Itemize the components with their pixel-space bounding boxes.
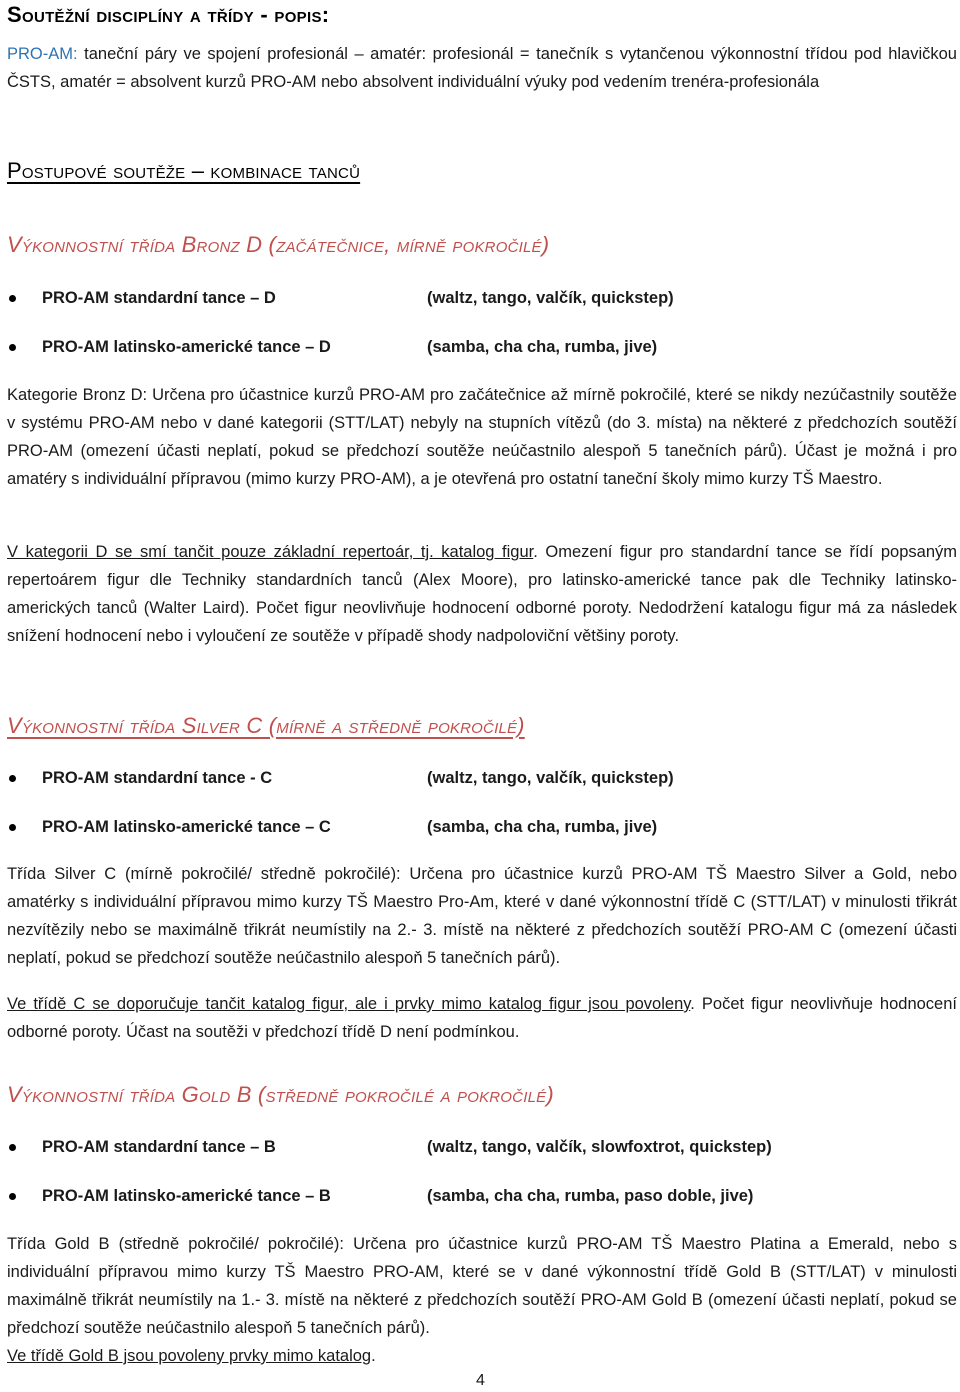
bullet-silver-stt [7, 766, 957, 790]
bullet-dances: (waltz, tango, valčík, quickstep) [427, 769, 674, 787]
bronz-rules-underlined: V kategorii D se smí tančit pouze základní repertoár, tj. katalog figur [7, 543, 534, 561]
bullet-dances: (waltz, tango, valčík, quickstep) [427, 289, 674, 307]
bullet-dances: (samba, cha cha, rumba, jive) [427, 338, 658, 356]
bullet-icon [9, 775, 16, 782]
class-heading-bronz: Výkonnostní třída Bronz D (začátečnice, mírně pokročilé) [7, 232, 550, 257]
bullet-dances: (waltz, tango, valčík, slowfoxtrot, quickstep) [427, 1138, 772, 1156]
intro-text: taneční páry ve spojení profesionál – amatér: profesionál = tanečník s vytančenou výkonnostní třídou pod hlavičkou ČSTS, amatér = absolvent kurzů PRO-AM nebo absolvent individuální výuky pod vedením trenéra-profesionála [7, 45, 957, 91]
gold-description: Třída Gold B (středně pokročilé/ pokročilé): Určena pro účastnice kurzů PRO-AM TŠ Maestro Platina a Emerald, nebo s individuální přípravou mimo kurzy TŠ Maestro PRO-AM, které se v dané výkonnostní třídě Gold B (STT/LAT) v minulosti maximálně třikrát neumístily na 1.- 3. místě na některé z předchozích soutěží PRO-AM Gold B (omezení účasti neplatí, pokud se předchozí soutěže neúčastnilo alespoň 5 tanečních párů). [7, 1235, 957, 1337]
bullet-bronz-stt [7, 286, 957, 310]
bullet-name: PRO-AM standardní tance – D [42, 289, 276, 307]
gold-rules-rest: . [371, 1347, 376, 1365]
page-number: 4 [476, 1372, 485, 1389]
class-heading-silver: Výkonnostní třída Silver C (mírně a středně pokročilé) [7, 713, 525, 738]
bullet-icon [9, 824, 16, 831]
bullet-icon [9, 344, 16, 351]
silver-rules [7, 990, 957, 1046]
bullet-icon [9, 1193, 16, 1200]
bullet-name: PRO-AM standardní tance - C [42, 769, 273, 787]
bullet-icon [9, 1144, 16, 1151]
page-title: Soutěžní disciplíny a třídy - popis: [7, 2, 330, 27]
gold-rules [7, 1342, 957, 1370]
intro-paragraph [7, 40, 957, 96]
bullet-bronz-lat [7, 335, 957, 359]
bullet-gold-stt [7, 1135, 957, 1159]
bullet-gold-lat [7, 1184, 957, 1208]
bullet-icon [9, 295, 16, 302]
bronz-rules-rest: . Omezení figur pro standardní tance se řídí popsaným repertoárem figur dle Techniky standardních tanců (Alex Moore), pro latinsko-americké tance pak dle Techniky latinsko-amerických tanců (Walter Laird). Počet figur neovlivňuje hodnocení odborné poroty. Nedodržení katalogu figur má za následek snížení hodnocení nebo i vyloučení ze soutěže v případě shody nadpoloviční většiny poroty. [7, 543, 957, 645]
bullet-dances: (samba, cha cha, rumba, jive) [427, 818, 658, 836]
silver-rules-rest: . Počet figur neovlivňuje hodnocení odborné poroty. Účast na soutěži v předchozí třídě D není podmínkou. [7, 995, 957, 1041]
silver-description: Třída Silver C (mírně pokročilé/ středně pokročilé): Určena pro účastnice kurzů PRO-AM TŠ Maestro Silver a Gold, nebo amatérky s individuální přípravou mimo kurzy TŠ Maestro Pro-Am, které v dané výkonnostní třídě C (STT/LAT) v minulosti třikrát nezvítězily nebo se maximálně třikrát neumístily na 2.- 3. místě na některé z předchozích soutěží PRO-AM C (omezení účasti neplatí, pokud se předchozí soutěže neúčastnilo alespoň 5 tanečních párů). [7, 865, 957, 967]
bronz-rules [7, 538, 957, 650]
silver-rules-underlined: Ve třídě C se doporučuje tančit katalog figur, ale i prvky mimo katalog figur jsou povoleny [7, 995, 691, 1013]
bullet-silver-lat [7, 815, 957, 839]
bullet-name: PRO-AM latinsko-americké tance – D [42, 338, 331, 356]
bronz-description: Kategorie Bronz D: Určena pro účastnice kurzů PRO-AM pro začátečnice až mírně pokročilé, které se nikdy nezúčastnily soutěže v systému PRO-AM nebo v dané kategorii (STT/LAT) nebyly na stupních vítězů (do 3. místa) na některé z předchozích soutěží PRO-AM (omezení účasti neplatí, pokud se předchozí soutěže neúčastnilo alespoň 5 tanečních párů). Účast je možná i pro amatéry s individuální přípravou (mimo kurzy PRO-AM), a je otevřená pro ostatní taneční školy mimo kurzy TŠ Maestro. [7, 386, 957, 488]
bullet-dances: (samba, cha cha, rumba, paso doble, jive) [427, 1187, 754, 1205]
bullet-name: PRO-AM standardní tance – B [42, 1138, 276, 1156]
intro-label: PRO-AM: [7, 45, 78, 63]
class-heading-gold: Výkonnostní třída Gold B (středně pokročilé a pokročilé) [7, 1082, 554, 1107]
section-title: Postupové soutěže – kombinace tanců [7, 158, 361, 183]
gold-rules-underlined: Ve třídě Gold B jsou povoleny prvky mimo katalog [7, 1347, 372, 1365]
bullet-name: PRO-AM latinsko-americké tance – C [42, 818, 331, 836]
bullet-name: PRO-AM latinsko-americké tance – B [42, 1187, 331, 1205]
